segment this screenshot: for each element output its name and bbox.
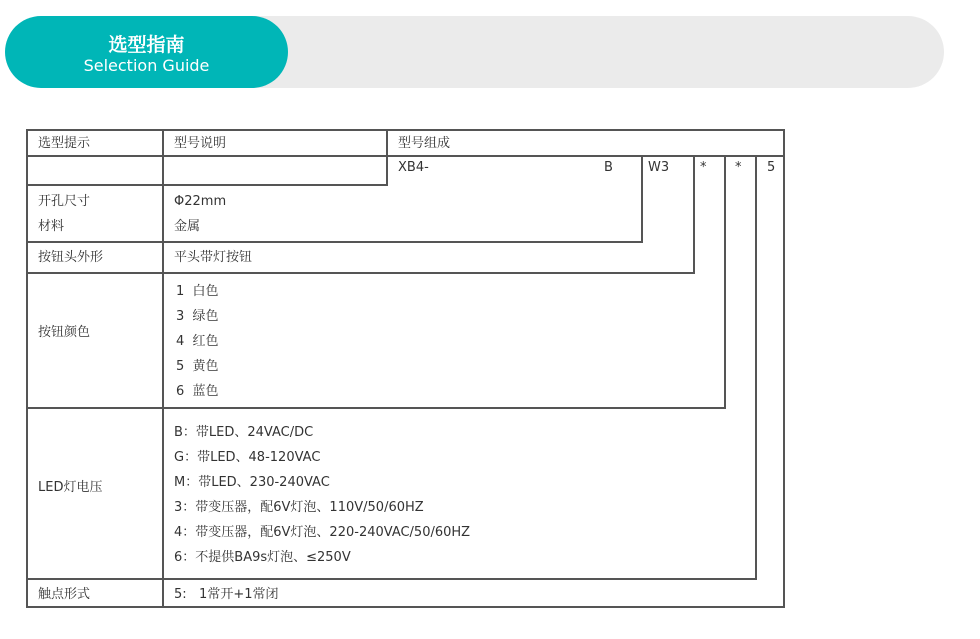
voltage-item: G：带LED、48-120VAC [174,450,321,465]
color-item: 5 黄色 [176,359,219,374]
table-border-left [26,129,28,608]
bracket-b-vertical [641,155,643,242]
row-line-head [26,272,695,274]
code-star-1: * [700,160,707,175]
col-divider-1 [162,129,164,608]
table-border-right [783,129,785,608]
header-compose: 型号组成 [398,136,451,151]
bracket-w3-vertical [693,155,695,274]
table-border-top [26,129,785,131]
header-tip: 选型提示 [38,136,91,151]
code-w3: W3 [648,160,670,175]
contact-label: 触点形式 [38,587,91,602]
col-divider-2 [386,129,388,186]
banner-title-pill [5,16,288,88]
code-row-line [26,184,388,186]
color-item: 4 红色 [176,334,219,349]
code-star-2: * [735,160,742,175]
voltage-item: 4：带变压器，配6V灯泡、220-240VAC/50/60HZ [174,525,471,540]
head-value: 平头带灯按钮 [174,250,253,265]
header-desc: 型号说明 [174,136,227,151]
hole-label: 开孔尺寸 [38,194,91,209]
color-item: 6 蓝色 [176,384,219,399]
color-item: 1 白色 [176,284,219,299]
head-label: 按钮头外形 [38,250,104,265]
color-item: 3 绿色 [176,309,219,324]
voltage-item: M：带LED、230-240VAC [174,475,330,490]
banner-title-en: Selection Guide [83,56,210,75]
code-five: 5 [767,160,776,175]
material-value: 金属 [174,219,201,234]
row-line-voltage [26,578,757,580]
bracket-star2-vertical [755,155,757,580]
color-label: 按钮颜色 [38,325,91,340]
material-label: 材料 [38,219,65,234]
header-row-line [26,155,785,157]
code-prefix: XB4- [398,160,429,175]
row-line-color [26,407,726,409]
table-border-bottom [26,606,785,608]
row-line-material [26,241,643,243]
voltage-item: 3：带变压器，配6V灯泡、110V/50/60HZ [174,500,424,515]
voltage-item: B：带LED、24VAC/DC [174,425,314,440]
voltage-label: LED灯电压 [38,480,103,495]
banner-title-cn: 选型指南 [108,34,185,56]
contact-value: 5: 1常开+1常闭 [174,587,279,602]
bracket-star1-vertical [724,155,726,409]
code-b: B [604,160,613,175]
hole-value: Φ22mm [174,194,227,209]
voltage-item: 6：不提供BA9s灯泡、≤250V [174,550,351,565]
